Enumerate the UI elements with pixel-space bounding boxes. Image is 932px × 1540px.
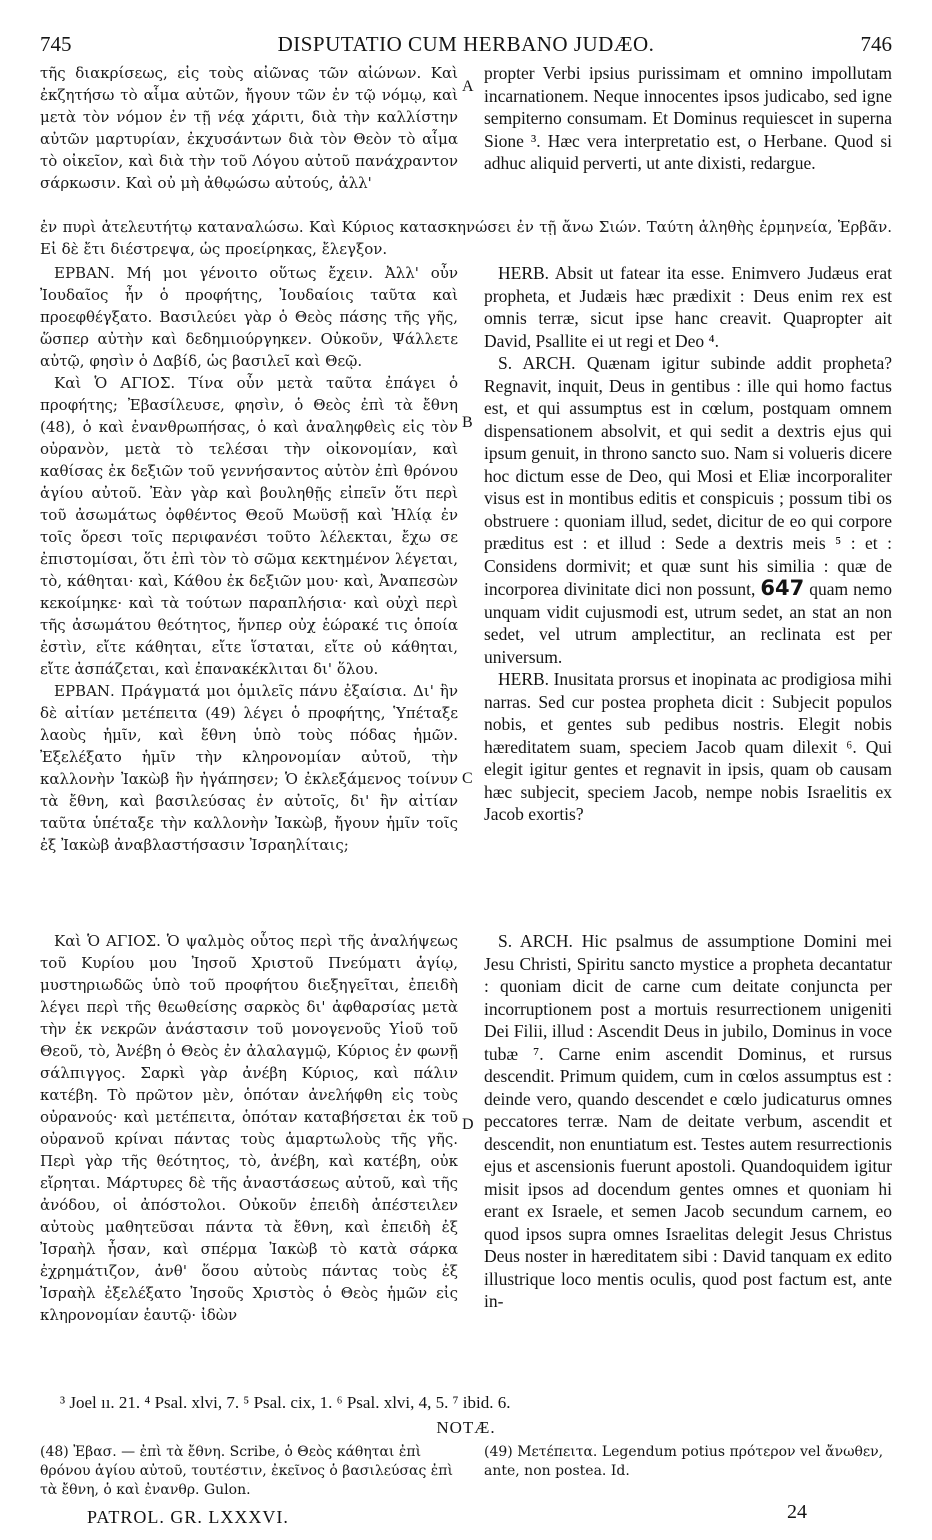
latin-paragraph: HERB. Inusitata prorsus et inopinata ac prodigiosa mihi narras. Sed cur postea propheta dicit : Subjecit populos nobis, et gentes sub pedibus nostris. Elegit nobis hæreditatem suam, speciem Jacob quam dilexit ⁶. Qui elegit igitur gentes et regnavit in ipsis, quam ob causam hæc subjecit, speciem Jacob, nempe nobis Israelitis ex Jacob exortis? (484, 669, 892, 824)
greek-paragraph: ἐν πυρὶ ἀτελευτήτῳ καταναλώσω. Καὶ Κύριος κατασκηνώσει ἐν τῇ ἄνω Σιών. Ταύτη ἀληθὴς ἑρμηνεία, Ἑρβᾶν. Εἰ δὲ ἔτι διέστρεψα, ὡς προείρηκας, ἔλεγξον. (40, 218, 892, 258)
margin-letter-b: B (462, 414, 473, 431)
latin-paragraph: S. ARCH. Hic psalmus de assumptione Domini mei Jesu Christi, Spiritu sancto mystice a propheta decantatur : quoniam dicit de carne cum deitate conjuncta per incorruptionem post a mortuis resurrectionem unigeniti Dei Filii, illud : Ascendit Deus in jubilo, Dominus in voce tubæ ⁷. Carne enim ascendit Dominus, et rursus descendit. Primum quidem, cum in cœlos assumptus est : deinde vero, quando descendet e cœlo judicaturus omnes peccatores terræ. Nam de deitate verbum, ascendit et descendit, non enuntiatum est. Testes autem resurrectionis ejus et ascensionis fuerunt apostoli. Quandoquidem igitur misit ipsos ad docendum gentes omnes et quoniam hi erant ex Israele, et semen Jacob secundum carnem, eo quod ipsos supra omnes Israelitas delegit Jesus Christus Deus noster in hæreditatem sibi : David tanquam ex edito illustrique loco mentis oculis, quod post factum est, ante in- (484, 931, 892, 1311)
latin-paragraph-part: quam nemo unquam vidit cujusmodi est, utrum sedet, an stat an non sedet, vel utrum amplectitur, an reclinata est per universum. (484, 579, 893, 667)
greek-column-top (40, 62, 458, 194)
footnotes: ³ Joel ıı. 21. ⁴ Psal. xlvi, 7. ⁵ Psal. cix, 1. ⁶ Psal. xlvi, 4, 5. ⁷ ibid. 6. (60, 1393, 511, 1412)
latin-paragraph-part: S. ARCH. Quænam igitur subinde addit propheta? Regnavit, inquit, Deus in gentibus : ille qui homo factus est, et qui assumptus est in cœlum, postquam omnem dispensationem absolvit, et qui sedit a dextris ejus qui ipsum genuit, in throno sancto suo. Nam si volueris dicere hoc dictum esse de Deo, qui Mosi et Eliæ incorporaliter visus est in montibus editis et conspicuis ; possum tibi os obstruere : quoniam illud, sedet, dicitur de eo qui corpore præditus est : et illud : Sede a dextris meis ⁵ : et : Considens dormivit; et quæ sunt his similia : quæ de incorporea divinitate dici non possunt, (484, 353, 892, 599)
page-number-left: 745 (40, 32, 72, 56)
page-number-right: 746 (860, 32, 892, 56)
margin-letter-c: C (462, 770, 473, 787)
greek-paragraph: ΕΡΒΑΝ. Πράγματά μοι ὁμιλεῖς πάνυ ἐξαίσια. Δι' ἣν δὲ αἰτίαν μετέπειτα (49) λέγει ὁ προφήτης, Ὑπέταξε λαοὺς ἡμῖν, καὶ ἔθνη ὑπὸ τοὺς πόδας ἡμῶν. Ἐξελέξατο ἡμῖν τὴν κληρονομίαν αὐτοῦ, τὴν καλλονὴν Ἰακὼβ ἣν ἠγάπησεν; Ὁ ἐκλεξάμενος τοίνυν τὰ ἔθνη, καὶ βασιλεύσας ἐν αὐτοῖς, δι' ἣν αἰτίαν ταῦτα ὑπέταξε τὴν καλλονὴν Ἰακὼβ, ἤγουν ἡμῖν τοῖς ἐξ Ἰακὼβ ἀναβλαστήσασιν Ἰσραηλίταις; (40, 682, 458, 854)
greek-column-bottom (40, 930, 458, 1326)
greek-column-dialogue (40, 262, 458, 856)
running-title: DISPUTATIO CUM HERBANO JUDÆO. (277, 32, 655, 56)
greek-paragraph: Καὶ Ὁ ΑΓΙΟΣ. Ὁ ψαλμὸς οὗτος περὶ τῆς ἀναλήψεως τοῦ Κυρίου μου Ἰησοῦ Χριστοῦ Πνεύματι ἁγίῳ, μυστηριωδῶς ὑπὸ τοῦ προφήτου διεξηγεῖται, ἐπειδὴ λέγει περὶ τῆς θεωθείσης σαρκὸς δι' ἀφθαρσίας μετὰ τὴν ἐκ νεκρῶν ἀνάστασιν τοῦ μονογενοῦς Υἱοῦ τοῦ Θεοῦ, τὸ, Ἀνέβη ὁ Θεὸς ἐν ἀλαλαγμῷ, Κύριος ἐν φωνῇ σάλπιγγος. Σαρκὶ γὰρ ἀνέβη Κύριος, καὶ πάλιν κατέβη. Τὸ πρῶτον μὲν, ὁπόταν ἀνελήφθη εἰς τοὺς οὐρανούς· καὶ μετέπειτα, ὁπόταν καταβήσεται ἐκ τοῦ οὐρανοῦ κρίναι πάντας τοὺς ἁμαρτωλοὺς τῆς γῆς. Περὶ γὰρ τῆς θεότητος, τὸ, ἀνέβη, καὶ κατέβη, οὐκ εἴρηται. Μάρτυρες δὲ τῆς ἀναστάσεως αὐτοῦ, καὶ τῆς ἀνόδου, οἱ ἀπόστολοι. Οὐκοῦν ἐπειδὴ ἀπέστειλεν αὐτοὺς μαθητεῦσαι πάντα τὰ ἔθνη, καὶ ἐπειδὴ ἐξ Ἰσραὴλ ἦσαν, καὶ σπέρμα Ἰακὼβ τὸ κατὰ σάρκα ἐχρημάτιζον, ἀνθ' ὅσου αὐτοὺς πάντας τοὺς ἐξ Ἰσραὴλ ἐξελέξατο Ἰησοῦς Χριστὸς ὁ Θεὸς ἡμῶν εἰς κληρονομίαν ἑαυτῷ· ἰδὼν (40, 932, 458, 1324)
volume-line: PATROL. GR. LXXXVI. (87, 1507, 289, 1527)
greek-paragraph: ΕΡΒΑΝ. Μή μοι γένοιτο οὕτως ἔχειν. Ἀλλ' οὖν Ἰουδαῖος ἦν ὁ προφήτης, Ἰουδαίοις ταῦτα καὶ προεφθέγξατο. Βασιλεύει γὰρ ὁ Θεὸς πάσης τῆς γῆς, ὥσπερ αὐτὴν καὶ δεδημιούργηκεν. Οὐκοῦν, Ψάλλετε αὐτῷ, φησὶν ὁ Δαβίδ, ὡς βασιλεῖ καὶ Θεῷ. (40, 264, 458, 370)
latin-column-dialogue (484, 262, 892, 826)
running-header (40, 32, 892, 62)
margin-letter-a: A (462, 78, 474, 95)
latin-paragraph: HERB. Absit ut fatear ita esse. Enimvero Judæus erat propheta, et Judæis hæc prædixit : Deus enim rex est omnis terræ, sicut ipse hanc creavit. Quapropter ait David, Psallite ei ut regi et Deo ⁴. (484, 263, 892, 351)
latin-paragraph (484, 352, 892, 668)
signature-mark: 24 (787, 1501, 807, 1523)
latin-column-top (484, 62, 892, 175)
note-48: (48) Ἐβασ. — ἐπὶ τὰ ἔθνη. Scribe, ὁ Θεὸς κάθηται ἐπὶ θρόνου ἁγίου αὐτοῦ, τουτέστιν, ἐκεῖνος ὁ βασιλεύσας ἐπὶ τὰ ἔθνη, ὁ καὶ ἐνανθρ. Gulon. (40, 1444, 453, 1498)
greek-fullwidth-lines (40, 216, 892, 260)
notae-heading: NOTÆ. (436, 1418, 496, 1437)
latin-paragraph: propter Verbi ipsius purissimam et omnino impollutam incarnationem. Neque innocentes ipsos judicabo, sed igne sempiterno consumam. Et Dominus requiescet in superna Sione ³. Hæc vera interpretatio est, o Herbane. Quod si adhuc aliquid perverti, ut ante dixisti, redargue. (484, 63, 892, 173)
latin-column-bottom (484, 930, 892, 1313)
note-49: (49) Μετέπειτα. Legendum potius πρότερον vel ἄνωθεν, ante, non postea. Id. (484, 1444, 884, 1479)
greek-paragraph: τῆς διακρίσεως, εἰς τοὺς αἰῶνας τῶν αἰώνων. Καὶ ἐκζητήσω τὸ αἷμα αὐτῶν, ἤγουν τῶν ἐν τῷ νόμῳ, καὶ μετὰ τὸν νόμον ἐν τῇ νέᾳ χάριτι, διὰ τὴν καλλίστην αὐτῶν μαρτυρίαν, ἐκχυσάντων διὰ τὸν Θεὸν τὸ αἷμα τὸ οἰκεῖον, καὶ διὰ τὴν τοῦ Λόγου αὐτοῦ πανάχραντον σάρκωσιν. Καὶ οὐ μὴ ἀθῳώσω αὐτούς, ἀλλ' (40, 64, 458, 192)
column-number: 647 (760, 576, 805, 600)
greek-paragraph: Καὶ Ὁ ΑΓΙΟΣ. Τίνα οὖν μετὰ ταῦτα ἐπάγει ὁ προφήτης; Ἐβασίλευσε, φησὶν, ὁ Θεὸς ἐπὶ τὰ ἔθνη (48), ὁ καὶ ἐνανθρωπήσας, ὁ καὶ ἀναληφθεὶς εἰς τὸν οὐρανὸν, μετὰ τὸ τελέσαι τὴν οἰκονομίαν, καὶ καθίσας ἐκ δεξιῶν τοῦ γεννήσαντος αὐτὸν ἐπὶ θρόνου ἁγίου αὐτοῦ. Ἐὰν γὰρ καὶ βουληθῇς εἰπεῖν ὅτι περὶ τοῦ ἀσωμάτως ὀφθέντος Θεοῦ Μωϋσῇ καὶ Ἠλίᾳ ἐν τοῖς ὄρεσι τοῖς περιφανέσι τοῦτο λέλεκται, ἔχω σε ἐπιστομίσαι, ὅτι ἐπὶ τὸν τὸ σῶμα κεκτημένον λέγεται, τὸ, κάθηται· καὶ, Κάθου ἐκ δεξιῶν μου· καὶ, Ἀναπεσὼν κεκοίμηκε· καὶ τὰ τούτων παραπλήσια· καὶ οὐχὶ περὶ τῆς ἀσωμάτου θεότητος, ἥνπερ οὐχ ἑώρακέ τις ὁποία ἐστὶν, εἴτε κάθηται, εἴτε ἵσταται, εἴτε οὐ κάθηται, εἴτε ἀσπάζεται, καὶ ἐπανακέκλιται δι' ὅλου. (40, 374, 458, 678)
margin-letter-d: D (462, 1116, 474, 1133)
